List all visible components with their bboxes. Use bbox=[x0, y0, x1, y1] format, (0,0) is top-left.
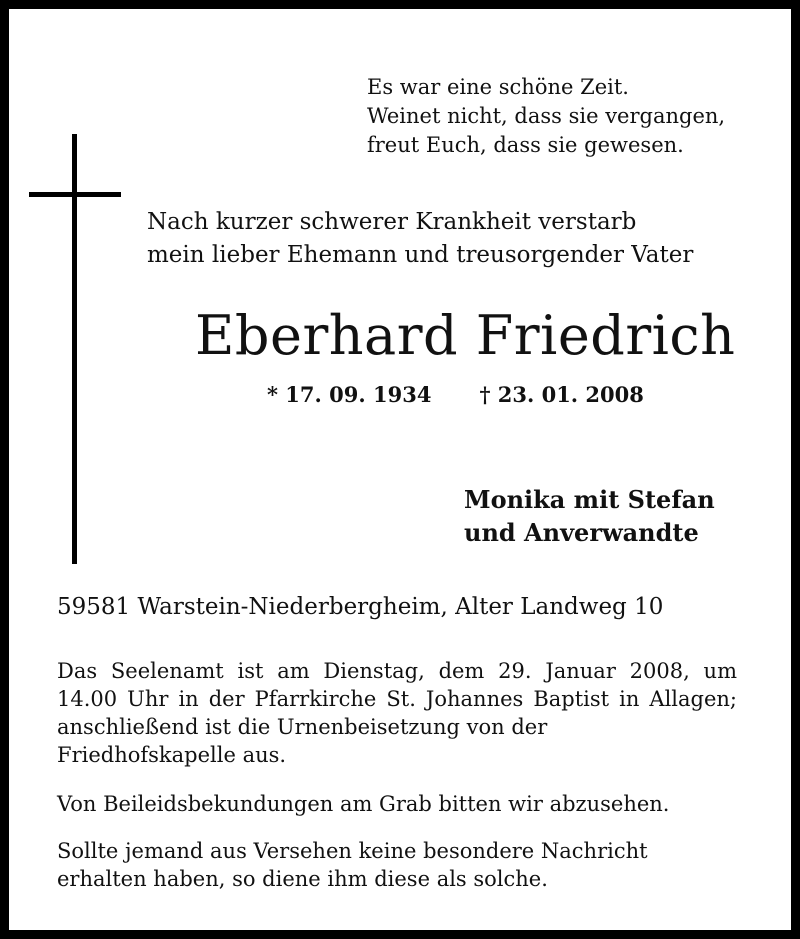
mourners bbox=[464, 483, 715, 549]
funeral-line: anschließend ist die Urnenbeisetzung von der bbox=[57, 715, 548, 739]
funeral-details bbox=[57, 657, 737, 769]
cross-icon-vertical bbox=[72, 134, 77, 564]
death-date: † 23. 01. 2008 bbox=[479, 382, 644, 407]
funeral-line: 14.00 Uhr in der Pfarrkirche St. Johannes Baptist in Allagen; bbox=[57, 687, 737, 711]
notice-text bbox=[57, 837, 737, 893]
quote-line: Weinet nicht, dass sie vergangen, bbox=[367, 104, 726, 128]
cross-icon-horizontal bbox=[29, 192, 121, 197]
mourners-line: und Anverwandte bbox=[464, 518, 699, 547]
deceased-name: Eberhard Friedrich bbox=[195, 304, 736, 367]
funeral-line: Das Seelenamt ist am Dienstag, dem 29. Januar 2008, um bbox=[57, 659, 737, 683]
life-dates bbox=[267, 380, 644, 410]
notice-line: erhalten haben, so diene ihm diese als solche. bbox=[57, 867, 548, 891]
quote-line: freut Euch, dass sie gewesen. bbox=[367, 133, 684, 157]
quote-line: Es war eine schöne Zeit. bbox=[367, 75, 629, 99]
mourners-line: Monika mit Stefan bbox=[464, 485, 715, 514]
announcement-line: Nach kurzer schwerer Krankheit verstarb bbox=[147, 209, 637, 235]
family-address: 59581 Warstein-Niederbergheim, Alter Landweg 10 bbox=[57, 594, 664, 620]
birth-date: * 17. 09. 1934 bbox=[267, 382, 432, 407]
announcement-line: mein lieber Ehemann und treusorgender Vater bbox=[147, 242, 694, 268]
funeral-line: Friedhofskapelle aus. bbox=[57, 743, 287, 767]
condolence-note: Von Beileidsbekundungen am Grab bitten wir abzusehen. bbox=[57, 792, 670, 816]
death-announcement bbox=[147, 206, 693, 272]
notice-line: Sollte jemand aus Versehen keine besondere Nachricht bbox=[57, 839, 648, 863]
memorial-quote bbox=[367, 73, 725, 160]
